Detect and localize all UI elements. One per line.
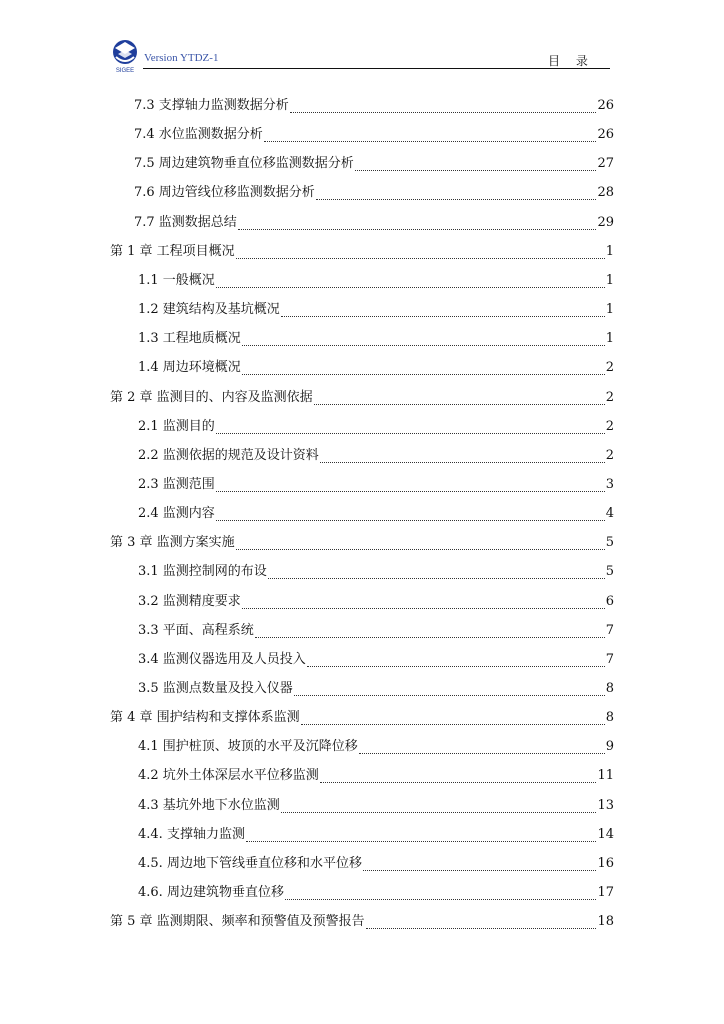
toc-section-entry[interactable] [134, 183, 614, 203]
toc-dot-leader [264, 135, 597, 142]
toc-entry-title: 7.3 支撑轴力监测数据分析 [134, 98, 289, 113]
toc-entry-title: 1.4 周边环境概况 [138, 360, 241, 375]
toc-entry-page: 5 [605, 535, 614, 550]
toc-section-entry[interactable] [138, 446, 614, 466]
toc-dot-leader [242, 339, 605, 346]
sigee-logo-icon [106, 38, 144, 74]
toc-section-entry[interactable] [138, 329, 614, 349]
toc-entry-title: 7.7 监测数据总结 [134, 215, 237, 230]
toc-section-entry[interactable] [138, 796, 614, 816]
toc-entry-page: 1 [605, 244, 614, 259]
toc-dot-leader [281, 310, 605, 317]
toc-chapter-entry[interactable] [110, 533, 614, 553]
toc-chapter-entry[interactable] [110, 242, 614, 262]
page-title: 目 录 [548, 54, 594, 68]
toc-dot-leader [236, 252, 605, 259]
toc-section-entry[interactable] [138, 358, 614, 378]
toc-entry-page: 5 [605, 564, 614, 579]
toc-entry-title: 2.4 监测内容 [138, 506, 215, 521]
toc-dot-leader [363, 864, 597, 871]
toc-entry-page: 8 [605, 710, 614, 725]
toc-entry-title: 7.4 水位监测数据分析 [134, 127, 263, 142]
toc-dot-leader [290, 106, 597, 113]
toc-entry-page: 4 [605, 506, 614, 521]
toc-entry-page: 2 [605, 360, 614, 375]
toc-section-entry[interactable] [134, 154, 614, 174]
toc-dot-leader [216, 427, 605, 434]
toc-dot-leader [246, 835, 597, 842]
toc-section-entry[interactable] [138, 621, 614, 641]
toc-section-entry[interactable] [138, 854, 614, 874]
toc-dot-leader [285, 893, 597, 900]
toc-section-entry[interactable] [138, 417, 614, 437]
toc-entry-title: 4.4. 支撑轴力监测 [138, 827, 245, 842]
toc-entry-title: 第 3 章 监测方案实施 [110, 535, 235, 550]
toc-entry-page: 1 [605, 273, 614, 288]
toc-dot-leader [268, 572, 605, 579]
toc-dot-leader [216, 485, 605, 492]
toc-entry-page: 26 [597, 127, 614, 142]
toc-entry-page: 27 [597, 156, 614, 171]
toc-entry-title: 3.2 监测精度要求 [138, 594, 241, 609]
toc-entry-page: 16 [597, 856, 614, 871]
toc-entry-page: 17 [597, 885, 614, 900]
toc-entry-page: 29 [597, 215, 614, 230]
toc-dot-leader [307, 660, 605, 667]
logo-text: SIGEE [115, 68, 135, 74]
toc-entry-title: 4.5. 周边地下管线垂直位移和水平位移 [138, 856, 362, 871]
toc-entry-page: 1 [605, 302, 614, 317]
toc-dot-leader [301, 718, 605, 725]
toc-dot-leader [236, 543, 605, 550]
toc-dot-leader [320, 456, 605, 463]
toc-section-entry[interactable] [134, 213, 614, 233]
toc-entry-page: 1 [605, 331, 614, 346]
toc-section-entry[interactable] [138, 592, 614, 612]
toc-section-entry[interactable] [138, 475, 614, 495]
toc-section-entry[interactable] [138, 679, 614, 699]
toc-dot-leader [216, 514, 605, 521]
toc-entry-title: 7.6 周边管线位移监测数据分析 [134, 185, 315, 200]
toc-entry-title: 4.2 坑外土体深层水平位移监测 [138, 768, 319, 783]
page-header [0, 0, 724, 80]
toc-section-entry[interactable] [138, 825, 614, 845]
toc-entry-title: 1.2 建筑结构及基坑概况 [138, 302, 280, 317]
toc-section-entry[interactable] [134, 96, 614, 116]
toc-entry-title: 2.2 监测依据的规范及设计资料 [138, 448, 319, 463]
toc-entry-page: 3 [605, 477, 614, 492]
toc-dot-leader [359, 747, 605, 754]
toc-entry-title: 第 2 章 监测目的、内容及监测依据 [110, 390, 313, 405]
toc-entry-title: 第 5 章 监测期限、频率和预警值及预警报告 [110, 914, 365, 929]
toc-entry-title: 4.6. 周边建筑物垂直位移 [138, 885, 284, 900]
toc-entry-title: 2.1 监测目的 [138, 419, 215, 434]
toc-entry-page: 2 [605, 419, 614, 434]
toc-dot-leader [294, 689, 605, 696]
toc-section-entry[interactable] [134, 125, 614, 145]
toc-entry-title: 3.1 监测控制网的布设 [138, 564, 267, 579]
toc-dot-leader [242, 602, 605, 609]
toc-dot-leader [255, 631, 605, 638]
toc-dot-leader [216, 281, 605, 288]
toc-dot-leader [281, 806, 597, 813]
toc-entry-title: 1.3 工程地质概况 [138, 331, 241, 346]
toc-entry-page: 7 [605, 623, 614, 638]
toc-dot-leader [366, 922, 597, 929]
toc-section-entry[interactable] [138, 271, 614, 291]
toc-entry-title: 4.1 围护桩顶、坡顶的水平及沉降位移 [138, 739, 358, 754]
toc-dot-leader [355, 164, 597, 171]
toc-entry-page: 9 [605, 739, 614, 754]
toc-entry-title: 2.3 监测范围 [138, 477, 215, 492]
toc-entry-page: 18 [597, 914, 614, 929]
toc-entry-title: 3.3 平面、高程系统 [138, 623, 254, 638]
toc-dot-leader [238, 223, 597, 230]
toc-chapter-entry[interactable] [110, 912, 614, 932]
toc-entry-title: 第 4 章 围护结构和支撑体系监测 [110, 710, 300, 725]
toc-entry-page: 2 [605, 390, 614, 405]
toc-entry-page: 14 [597, 827, 614, 842]
toc-section-entry[interactable] [138, 766, 614, 786]
toc-entry-title: 1.1 一般概况 [138, 273, 215, 288]
toc-section-entry[interactable] [138, 883, 614, 903]
toc-entry-title: 第 1 章 工程项目概况 [110, 244, 235, 259]
toc-entry-page: 8 [605, 681, 614, 696]
toc-dot-leader [314, 398, 605, 405]
toc-entry-title: 7.5 周边建筑物垂直位移监测数据分析 [134, 156, 354, 171]
toc-chapter-entry[interactable] [110, 708, 614, 728]
toc-entry-title: 3.4 监测仪器选用及人员投入 [138, 652, 306, 667]
toc-entry-page: 28 [597, 185, 614, 200]
toc-section-entry[interactable] [138, 300, 614, 320]
toc-entry-page: 6 [605, 594, 614, 609]
toc-entry-page: 7 [605, 652, 614, 667]
toc-chapter-entry[interactable] [110, 388, 614, 408]
toc-entry-title: 3.5 监测点数量及投入仪器 [138, 681, 293, 696]
toc-entry-page: 2 [605, 448, 614, 463]
toc-entry-page: 26 [597, 98, 614, 113]
toc-dot-leader [316, 193, 597, 200]
toc-dot-leader [320, 776, 597, 783]
toc-entry-page: 13 [597, 798, 614, 813]
toc-section-entry[interactable] [138, 737, 614, 757]
toc-entry-title: 4.3 基坑外地下水位监测 [138, 798, 280, 813]
version-label: Version YTDZ-1 [144, 52, 219, 64]
header-divider [143, 68, 610, 69]
toc-section-entry[interactable] [138, 650, 614, 670]
toc-entry-page: 11 [597, 768, 614, 783]
toc-section-entry[interactable] [138, 504, 614, 524]
toc-dot-leader [242, 368, 605, 375]
toc-section-entry[interactable] [138, 562, 614, 582]
